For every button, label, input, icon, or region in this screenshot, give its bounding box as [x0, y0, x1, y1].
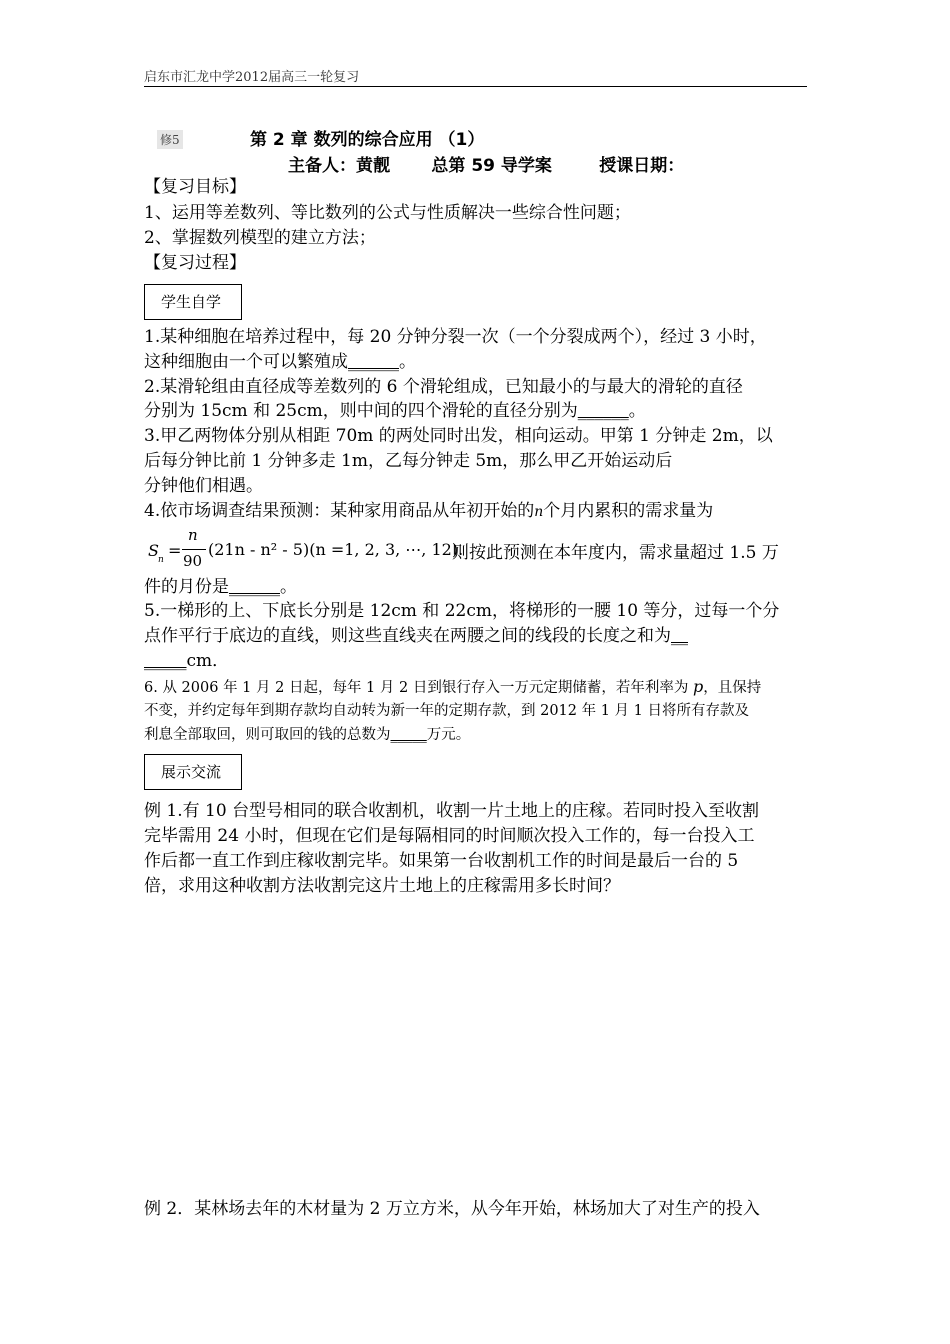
problem-4-line-1 — [144, 500, 713, 523]
problem-5-line-1: 5.一梯形的上、下底长分别是 12cm 和 22cm，将梯形的一腰 10 等分，过每一个分 — [144, 601, 780, 621]
problem-4-end: 。 — [280, 577, 297, 597]
problem-6-question: 利息全部取回，则可取回的钱的总数为 — [144, 727, 391, 743]
goals-heading: 【复习目标】 — [144, 177, 246, 197]
answer-blank-1[interactable]: ______ — [348, 352, 399, 372]
problem-3-line-2: 后每分钟比前 1 分钟多走 1m，乙每分钟走 5m，那么甲乙开始运动后 — [144, 451, 673, 471]
formula-body: (21n - n² - 5)(n =1, 2, 3, ⋯, 12). — [208, 540, 464, 559]
formula-subscript: n — [158, 555, 164, 565]
page-title: 第 2 章 数列的综合应用 （1） — [250, 130, 485, 150]
problem-6-line-1 — [144, 676, 761, 699]
fraction-bar — [182, 549, 206, 550]
formula-numerator: n — [188, 526, 198, 544]
answer-blank-6[interactable]: _____ — [390, 727, 427, 743]
problem-2-line-2 — [144, 400, 646, 422]
problem-1-line-1: 1.某种细胞在培养过程中，每 20 分钟分裂一次（一个分裂成两个），经过 3 小时， — [144, 327, 767, 347]
goal-item-2: 2、掌握数列模型的建立方法； — [144, 228, 376, 248]
page-subtitle: 主备人：黄靓 总第 59 导学案 授课日期： — [288, 156, 685, 176]
problem-4-var: n — [534, 504, 544, 520]
answer-blank-4[interactable]: ______ — [229, 577, 280, 597]
problem-6-var: p — [692, 677, 704, 696]
problem-6-end: 万元。 — [426, 727, 471, 743]
answer-blank-2[interactable]: ______ — [577, 401, 629, 421]
problem-1-line-2 — [144, 351, 416, 373]
example-1-line-2: 完毕需用 24 小时，但现在它们是每隔相同的时间顺次投入工作的，每一台投入工 — [144, 826, 755, 846]
exchange-box: 展示交流 — [144, 754, 242, 790]
problem-4-text-end: 个月内累积的需求量为 — [543, 501, 714, 521]
demand-formula — [144, 524, 814, 574]
problem-5-line-3 — [144, 650, 229, 672]
problem-3-line-1: 3.甲乙两物体分别从相距 70m 的两处同时出发，相向运动。甲第 1 分钟走 2m，以 — [144, 426, 773, 446]
problem-2-text: 分别为 15cm 和 25cm，则中间的四个滑轮的直径分别为 — [144, 401, 578, 421]
problem-4-line-2-rest: 则按此预测在本年度内，需求量超过 1.5 万 — [452, 543, 779, 563]
course-tag: 修5 — [157, 130, 183, 149]
problem-4-line-3 — [144, 576, 297, 598]
formula-s: S — [148, 541, 159, 560]
process-heading: 【复习过程】 — [144, 253, 246, 273]
problem-1-text: 这种细胞由一个可以繁殖成 — [144, 352, 348, 372]
problem-5-line-2 — [144, 625, 688, 647]
example-2-line-1: 例 2．某林场去年的木材量为 2 万立方米，从今年开始，林场加大了对生产的投入 — [144, 1199, 760, 1219]
problem-5-text: 点作平行于底边的直线，则这些直线夹在两腰之间的线段的长度之和为 — [144, 626, 671, 646]
problem-2-line-1: 2.某滑轮组由直径成等差数列的 6 个滑轮组成，已知最小的与最大的滑轮的直径 — [144, 377, 743, 397]
problem-4-text: 4.依市场调查结果预测：某种家用商品从年初开始的 — [144, 501, 535, 521]
problem-2-end: 。 — [628, 401, 646, 421]
problem-6-line-3 — [144, 724, 470, 746]
problem-4-question: 件的月份是 — [144, 577, 229, 597]
formula-equals: = — [168, 541, 182, 560]
problem-5-unit: cm． — [186, 651, 230, 671]
header-rule — [144, 86, 807, 87]
problem-3-line-3: 分钟他们相遇。 — [144, 476, 263, 496]
example-1-line-3: 作后都一直工作到庄稼收割完毕。如果第一台收割机工作的时间是最后一台的 5 — [144, 851, 739, 871]
answer-blank-5b[interactable]: _____ — [144, 651, 187, 671]
problem-6-text-end: ，且保持 — [703, 680, 762, 696]
self-study-box: 学生自学 — [144, 284, 242, 320]
formula-denominator: 90 — [183, 552, 203, 570]
problem-1-end: 。 — [399, 352, 416, 372]
page-header: 启东市汇龙中学2012届高三一轮复习 — [144, 70, 360, 85]
answer-blank-5a[interactable]: __ — [671, 626, 688, 646]
example-1-line-1: 例 1.有 10 台型号相同的联合收割机，收割一片土地上的庄稼。若同时投入至收割 — [144, 801, 760, 821]
problem-6-text: 6. 从 2006 年 1 月 2 日起，每年 1 月 2 日到银行存入一万元定期储蓄，若年利率为 — [144, 680, 693, 696]
goal-item-1: 1、运用等差数列、等比数列的公式与性质解决一些综合性问题； — [144, 203, 631, 223]
problem-6-line-2: 不变，并约定每年到期存款均自动转为新一年的定期存款，到 2012 年 1 月 1 日将所有存款及 — [144, 703, 750, 719]
example-1-line-4: 倍，求用这种收割方法收割完这片土地上的庄稼需用多长时间？ — [144, 876, 620, 896]
